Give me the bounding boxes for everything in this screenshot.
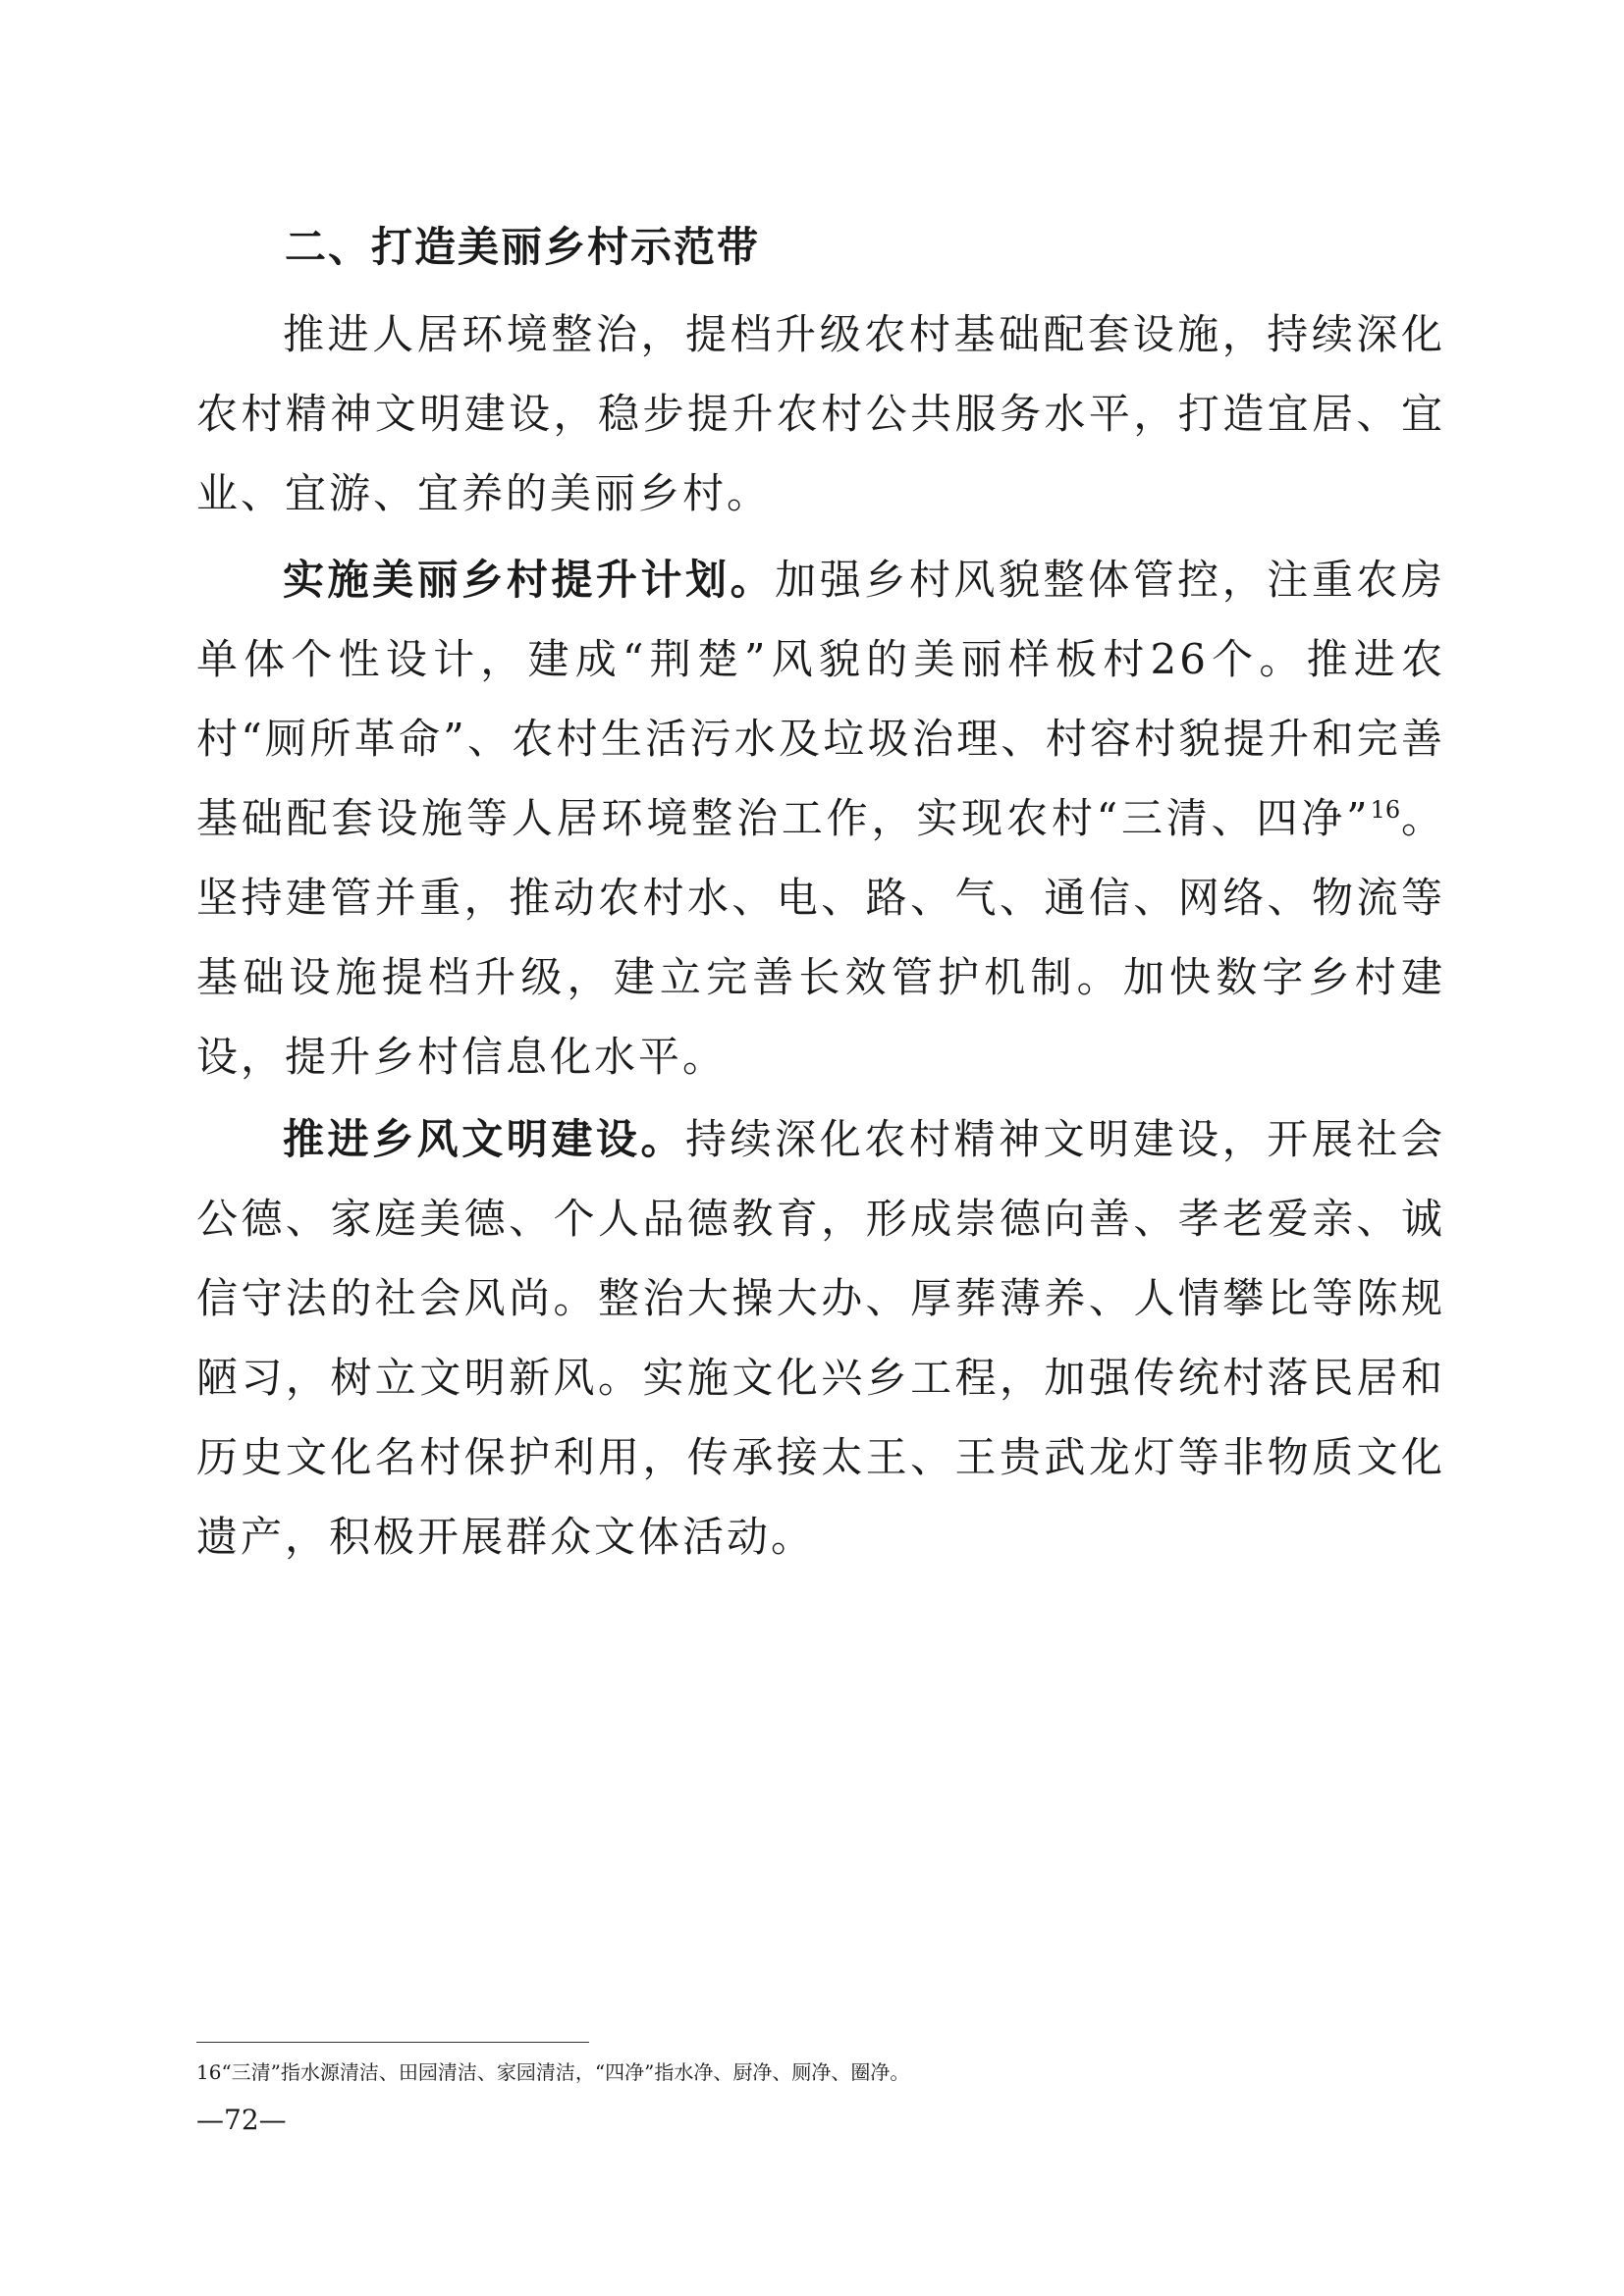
footnote-divider <box>196 2042 589 2043</box>
paragraph-text: 。坚持建管并重，推动农村水、电、路、气、通信、网络、物流等基础设施提档升级，建立完善长效管护机制。加快数字乡村建设，提升乡村信息化水平。 <box>196 794 1445 1081</box>
paragraph-rural-civilization <box>196 1099 1445 1576</box>
paragraph-lead: 推进乡风文明建设。 <box>283 1115 686 1163</box>
page-number: —72— <box>196 2104 287 2136</box>
paragraph-beautiful-village-plan <box>196 540 1445 1096</box>
footnote-reference: 16 <box>1370 796 1401 824</box>
paragraph-intro: 推进人居环境整治，提档升级农村基础配套设施，持续深化农村精神文明建设，稳步提升农村公共服务水平，打造宜居、宜业、宜游、宜养的美丽乡村。 <box>196 310 1445 517</box>
paragraph-text: 持续深化农村精神文明建设，开展社会公德、家庭美德、个人品德教育，形成崇德向善、孝老爱亲、诚信守法的社会风尚。整治大操大办、厚葬薄养、人情攀比等陈规陋习，树立文明新风。实施文化兴乡工程，加强传统村落民居和历史文化名村保护利用，传承接太王、王贵武龙灯等非物质文化遗产，积极开展群众文体活动。 <box>196 1115 1445 1561</box>
paragraph-text: 加强乡村风貌整体管控，注重农房单体个性设计，建成“荆楚”风貌的美丽样板村26个。推进农村“厕所革命”、农村生活污水及垃圾治理、村容村貌提升和完善基础配套设施等人居环境整治工作，实现农村“三清、四净” <box>196 556 1445 842</box>
paragraph-lead: 实施美丽乡村提升计划。 <box>283 556 776 604</box>
footnote: 16“三清”指水源清洁、田园清洁、家园清洁，“四净”指水净、厨净、厕净、圈净。 <box>196 2060 910 2084</box>
section-heading: 二、打造美丽乡村示范带 <box>285 223 761 271</box>
